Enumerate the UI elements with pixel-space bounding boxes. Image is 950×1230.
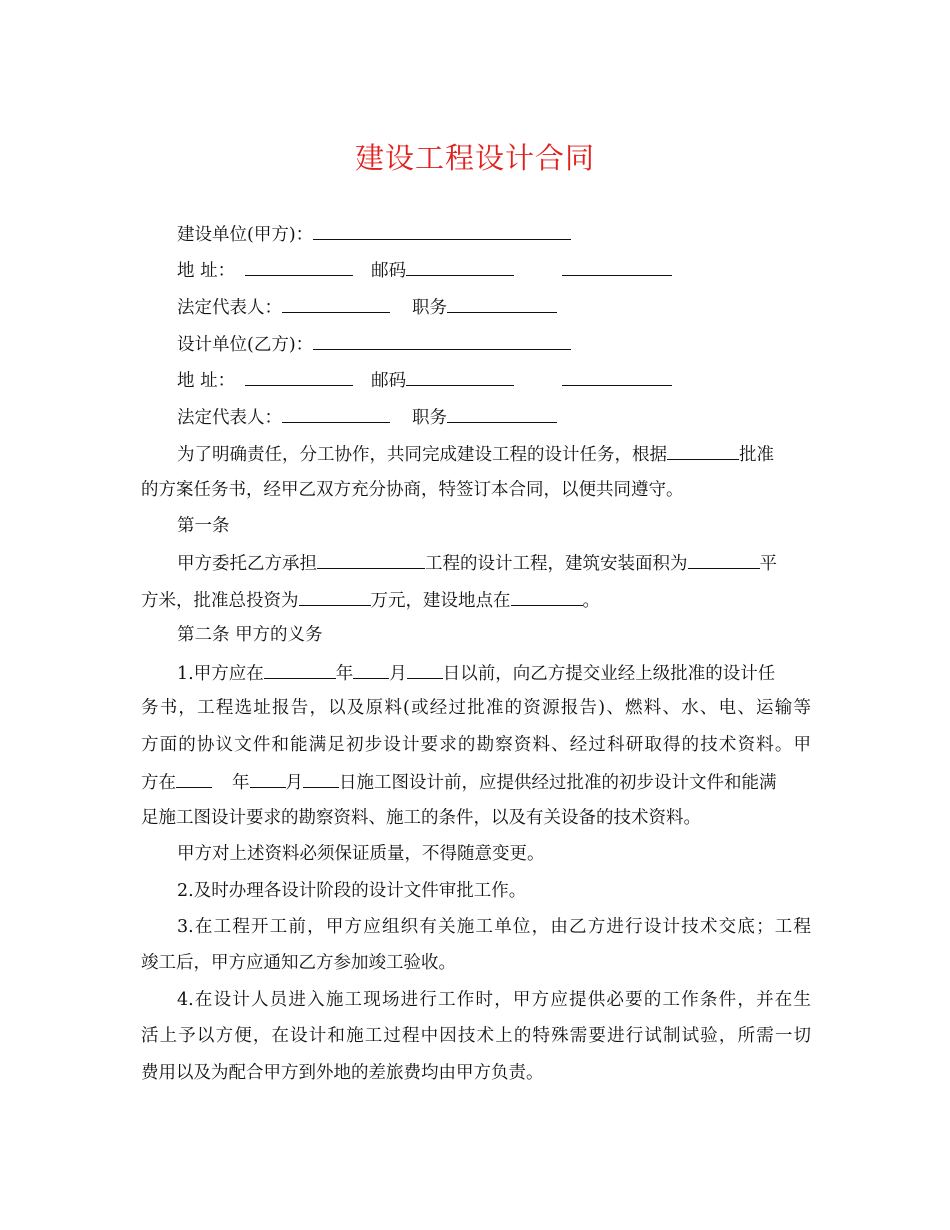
page-title: 建设工程设计合同 [354,141,595,175]
preamble-line-2: 的方案任务书，经甲乙双方充分协商，特签订本合同，以便共同遵守。 [141,480,684,500]
item-1-line-4 [141,769,811,795]
party-b-position-label: 职务 [412,408,447,428]
article-1-text-c: 平 [759,554,777,574]
item-1-month2-label: 月 [285,773,303,793]
party-b-unit-blank [313,331,571,350]
party-b-unit-line [141,331,811,357]
item-1-day2-blank [303,769,339,788]
item-4-line-1: 4.在设计人员进入施工现场进行工作时，甲方应提供必要的工作条件，并在生 [177,990,811,1010]
project-name-blank [317,550,425,569]
item-4-line-3: 费用以及为配合甲方到外地的差旅费均由甲方负责。 [141,1063,544,1083]
party-b-postcode-blank [406,367,514,386]
party-b-address-blank [245,367,353,386]
party-b-address-label: 地 址： [177,371,236,391]
article-1-line-2 [141,587,811,613]
item-1-year2-label: 年 [232,773,250,793]
area-blank [688,550,760,569]
party-a-address-blank [245,257,353,276]
preamble-text-b: 批准 [739,445,774,465]
item-1-line-5: 足施工图设计要求的勘察资料、施工的条件，以及有关设备的技术资料。 [141,808,701,828]
party-b-extra-blank [562,367,672,386]
item-1-line-2: 务书，工程选址报告，以及原料(或经过批准的资源报告)、燃料、水、电、运输等 [141,698,811,718]
item-1-text-e: 方在 [141,773,176,793]
article-2-heading: 第二条 甲方的义务 [177,625,323,645]
item-1-year-blank [264,660,336,679]
party-a-rep-line [141,294,811,320]
article-1-text-d: 方米，批准总投资为 [141,591,299,611]
party-b-address-line [141,367,811,393]
party-b-rep-line [141,404,811,430]
preamble-approver-blank [667,441,739,460]
preamble-text-a: 为了明确责任，分工协作，共同完成建设工程的设计任务，根据 [177,445,667,465]
item-1-day-blank [407,660,443,679]
party-a-extra-blank [562,257,672,276]
party-a-unit-line [141,221,811,247]
item-3-line-2: 竣工后，甲方应通知乙方参加竣工验收。 [141,953,456,973]
item-1-text-d: 日以前，向乙方提交业经上级批准的设计任 [442,664,776,684]
item-1-line-1 [141,660,811,686]
party-b-postcode-label: 邮码 [371,371,407,391]
party-a-legal-rep-blank [282,294,390,313]
quality-line: 甲方对上述资料必须保证质量，不得随意变更。 [177,844,545,864]
party-a-position-label: 职务 [412,298,447,318]
item-3-line-1: 3.在工程开工前，甲方应组织有关施工单位，由乙方进行设计技术交底；工程 [177,917,811,937]
article-1-heading: 第一条 [177,516,230,536]
party-b-position-blank [447,404,557,423]
party-a-position-blank [447,294,557,313]
investment-blank [299,587,371,606]
item-1-text-f: 日施工图设计前，应提供经过批准的初步设计文件和能满 [339,773,777,793]
item-1-year-label: 年 [335,664,354,684]
party-b-legal-rep-label: 法定代表人： [177,408,282,428]
item-1-text-a: 1.甲方应在 [177,664,264,684]
item-1-month-label: 月 [389,664,407,684]
article-1-line-1 [141,550,811,576]
item-1-line-3: 方面的协议文件和能满足初步设计要求的勘察资料、经过科研取得的技术资料。甲 [141,735,811,755]
item-1-month-blank [353,660,389,679]
party-a-legal-rep-label: 法定代表人： [177,298,282,318]
party-a-unit-label: 建设单位(甲方)： [177,225,314,245]
article-1-text-e: 万元，建设地点在 [370,591,511,611]
party-b-unit-label: 设计单位(乙方)： [177,335,314,355]
party-a-postcode-blank [406,257,514,276]
item-2-line: 2.及时办理各设计阶段的设计文件审批工作。 [177,881,527,901]
item-4-line-2: 活上予以方便，在设计和施工过程中因技术上的特殊需要进行试制试验，所需一切 [141,1026,811,1046]
article-1-text-f: 。 [582,591,600,611]
item-1-month2-blank [250,769,286,788]
location-blank [511,587,583,606]
article-1-text-b: 工程的设计工程，建筑安装面积为 [425,554,688,574]
party-a-postcode-label: 邮码 [371,261,407,281]
party-a-address-line [141,257,811,283]
preamble-line-1 [141,441,811,467]
party-a-address-label: 地 址： [177,261,236,281]
party-a-unit-blank [313,221,571,240]
item-1-year2-blank [176,769,212,788]
party-b-legal-rep-blank [282,404,390,423]
article-1-text-a: 甲方委托乙方承担 [177,554,317,574]
